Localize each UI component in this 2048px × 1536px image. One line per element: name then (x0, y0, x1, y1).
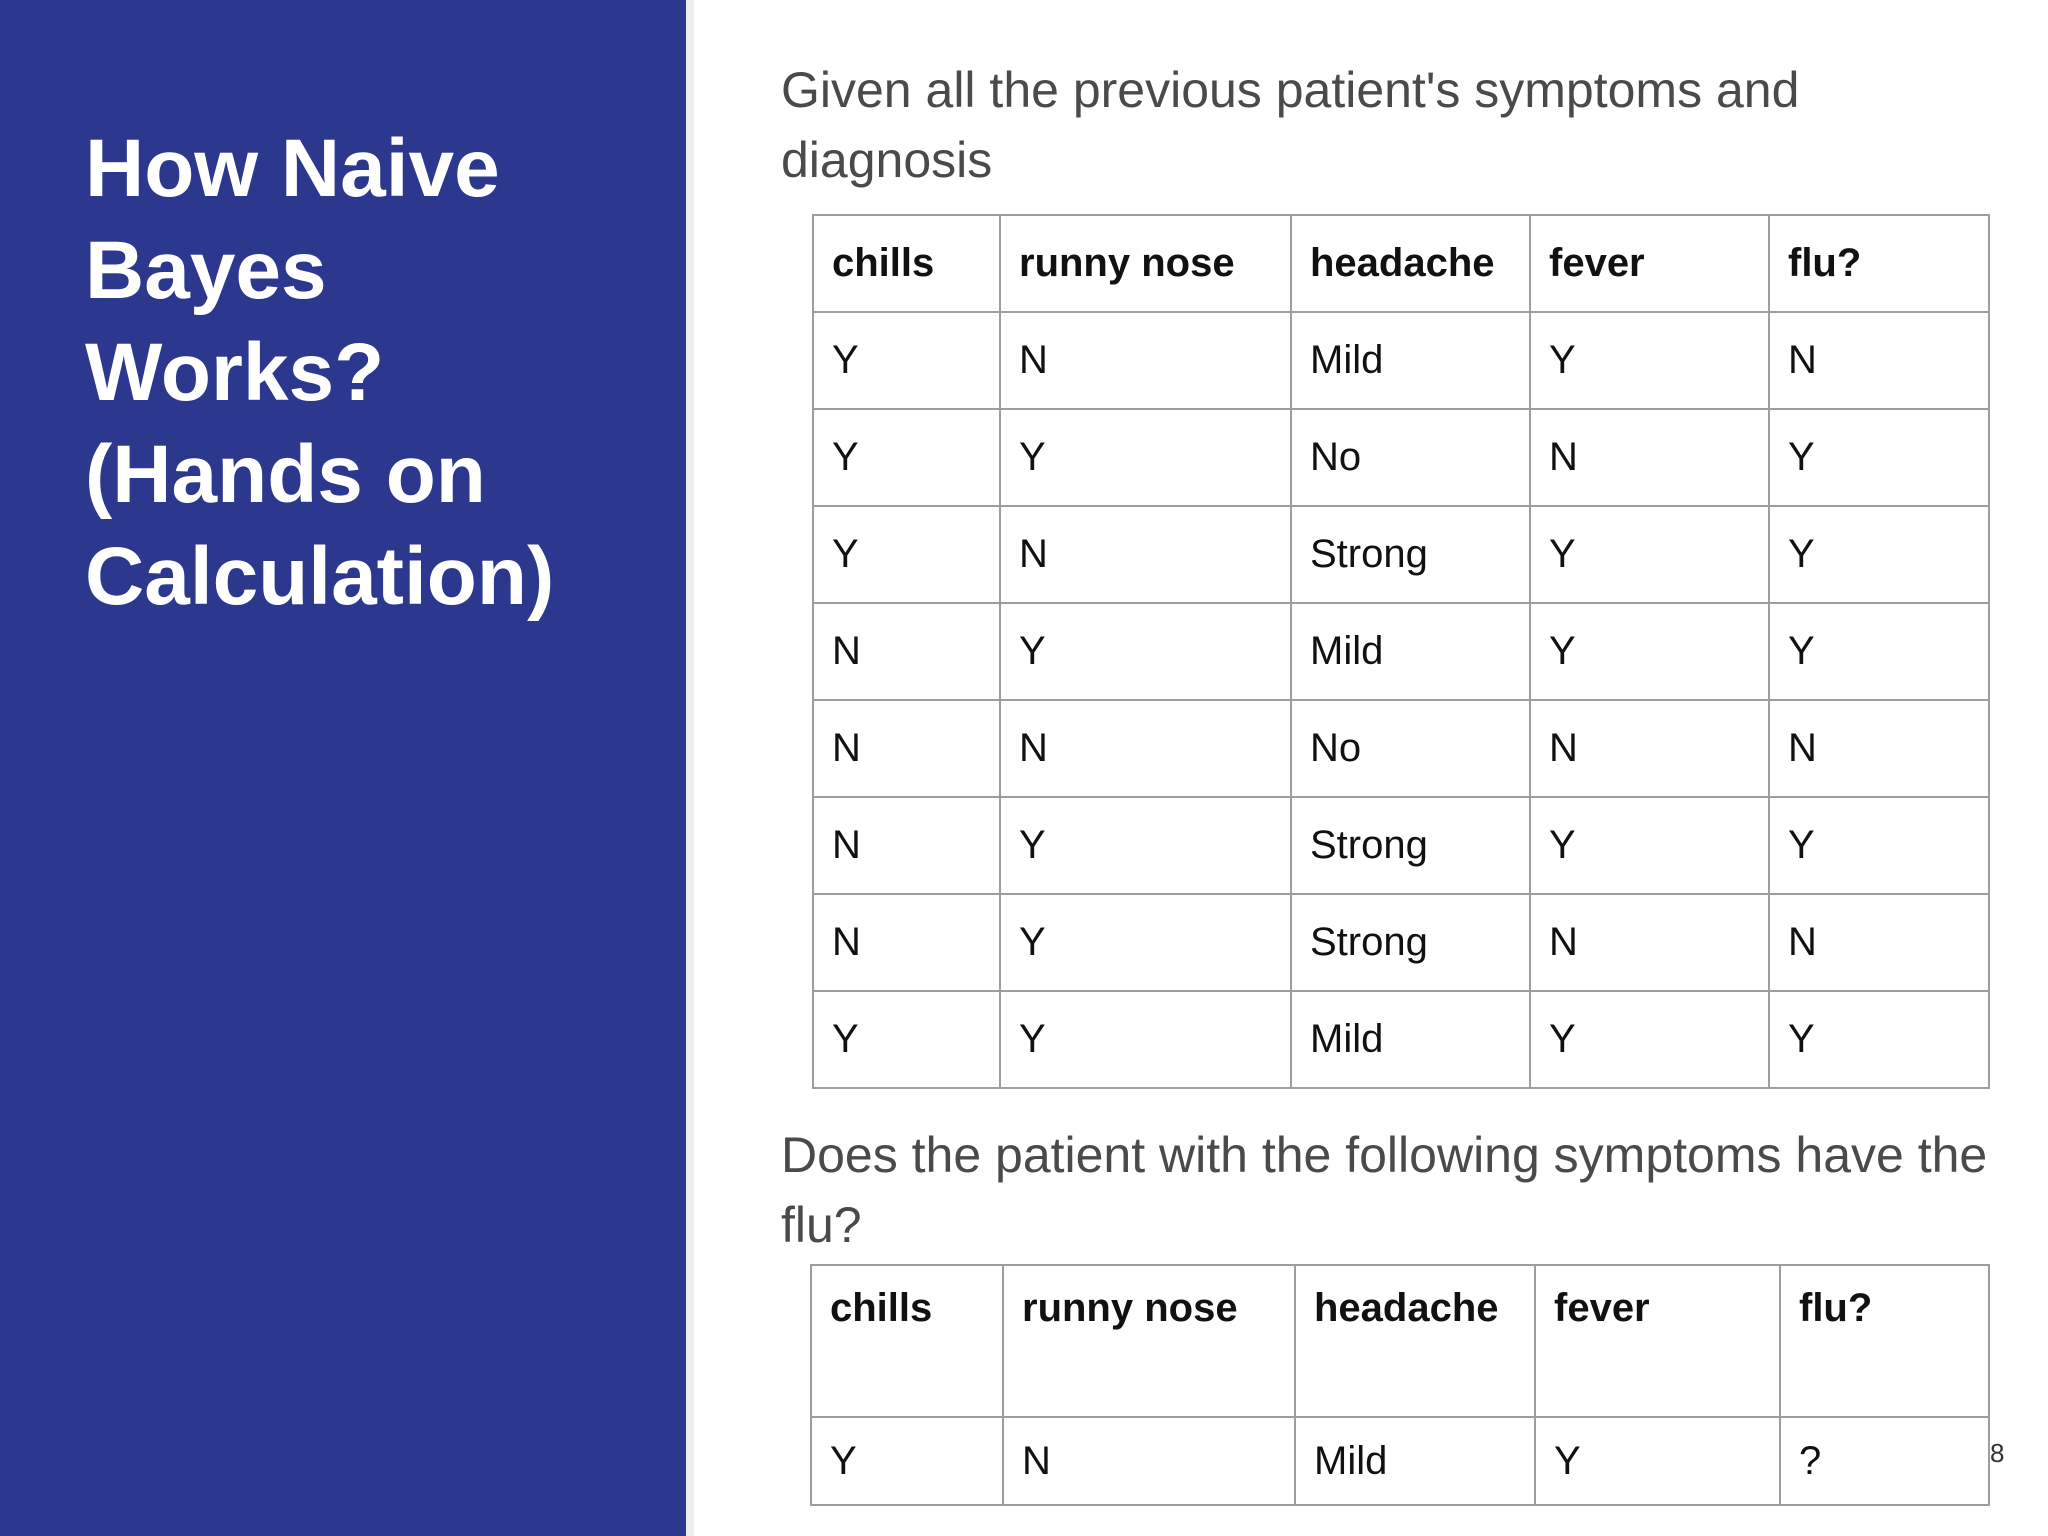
column-header: runny nose (1000, 215, 1291, 312)
column-header: flu? (1780, 1265, 1989, 1417)
title-line: Works? (85, 327, 385, 418)
page-number: 8 (1990, 1438, 2005, 1468)
table-cell: Y (813, 409, 1000, 506)
title-panel (0, 0, 686, 1536)
table-row (813, 603, 1989, 700)
table-cell: Mild (1291, 312, 1530, 409)
table-cell: Y (811, 1417, 1003, 1505)
table-cell: No (1291, 700, 1530, 797)
table-cell: N (813, 603, 1000, 700)
table-cell: N (813, 797, 1000, 894)
table-row (813, 894, 1989, 991)
table-cell: No (1291, 409, 1530, 506)
query-patient-table (810, 1264, 1990, 1506)
table-cell: Y (1000, 409, 1291, 506)
table-cell: Y (1769, 797, 1989, 894)
table-cell: Strong (1291, 894, 1530, 991)
column-header: fever (1530, 215, 1769, 312)
table-cell: Y (1769, 603, 1989, 700)
table-cell: Y (1769, 506, 1989, 603)
table-row (813, 991, 1989, 1088)
table-row (811, 1417, 1989, 1505)
table-cell: N (1000, 312, 1291, 409)
table-cell: Y (1530, 797, 1769, 894)
table-cell: Y (1000, 603, 1291, 700)
column-header: chills (813, 215, 1000, 312)
title-line: Calculation) (85, 531, 555, 622)
table-cell: Mild (1295, 1417, 1535, 1505)
table-cell: N (1530, 409, 1769, 506)
table-cell: Y (1530, 603, 1769, 700)
query-prompt: Does the patient with the following symptoms have the flu? (781, 1127, 1988, 1253)
table-row (813, 700, 1989, 797)
table-cell: N (1000, 700, 1291, 797)
column-header: chills (811, 1265, 1003, 1417)
column-header: fever (1535, 1265, 1780, 1417)
table-cell: Y (1530, 991, 1769, 1088)
table-cell: N (1530, 700, 1769, 797)
table-cell: Y (1769, 991, 1989, 1088)
table-row (813, 797, 1989, 894)
table-cell: Y (1769, 409, 1989, 506)
table-cell: N (1000, 506, 1291, 603)
table-row (813, 312, 1989, 409)
table-cell: N (1003, 1417, 1295, 1505)
table-cell: Y (1000, 797, 1291, 894)
title-line: How Naive (85, 123, 500, 214)
table-cell: Y (1530, 506, 1769, 603)
table-cell: Strong (1291, 797, 1530, 894)
table-cell: Y (813, 991, 1000, 1088)
title-line: (Hands on (85, 429, 486, 520)
table-cell: Y (1535, 1417, 1780, 1505)
slide-title (85, 118, 645, 628)
column-header: headache (1295, 1265, 1535, 1417)
panel-divider (686, 0, 694, 1536)
table-cell: Mild (1291, 991, 1530, 1088)
table-cell: Strong (1291, 506, 1530, 603)
table-row (813, 409, 1989, 506)
table-cell: Y (1530, 312, 1769, 409)
history-prompt: Given all the previous patient's symptoms and diagnosis (781, 62, 1800, 188)
table-cell: N (1769, 312, 1989, 409)
table-cell: Y (1000, 894, 1291, 991)
table-cell: Y (813, 506, 1000, 603)
table-cell: N (813, 894, 1000, 991)
column-header: headache (1291, 215, 1530, 312)
table-cell: ? (1780, 1417, 1989, 1505)
table-cell: N (813, 700, 1000, 797)
table-cell: N (1530, 894, 1769, 991)
title-line: Bayes (85, 225, 327, 316)
table-row (813, 506, 1989, 603)
column-header: flu? (1769, 215, 1989, 312)
table-cell: Mild (1291, 603, 1530, 700)
patient-history-table (812, 214, 1990, 1089)
column-header: runny nose (1003, 1265, 1295, 1417)
table-cell: N (1769, 700, 1989, 797)
table-cell: N (1769, 894, 1989, 991)
table-cell: Y (1000, 991, 1291, 1088)
table-header-row (811, 1265, 1989, 1417)
table-cell: Y (813, 312, 1000, 409)
table-header-row (813, 215, 1989, 312)
